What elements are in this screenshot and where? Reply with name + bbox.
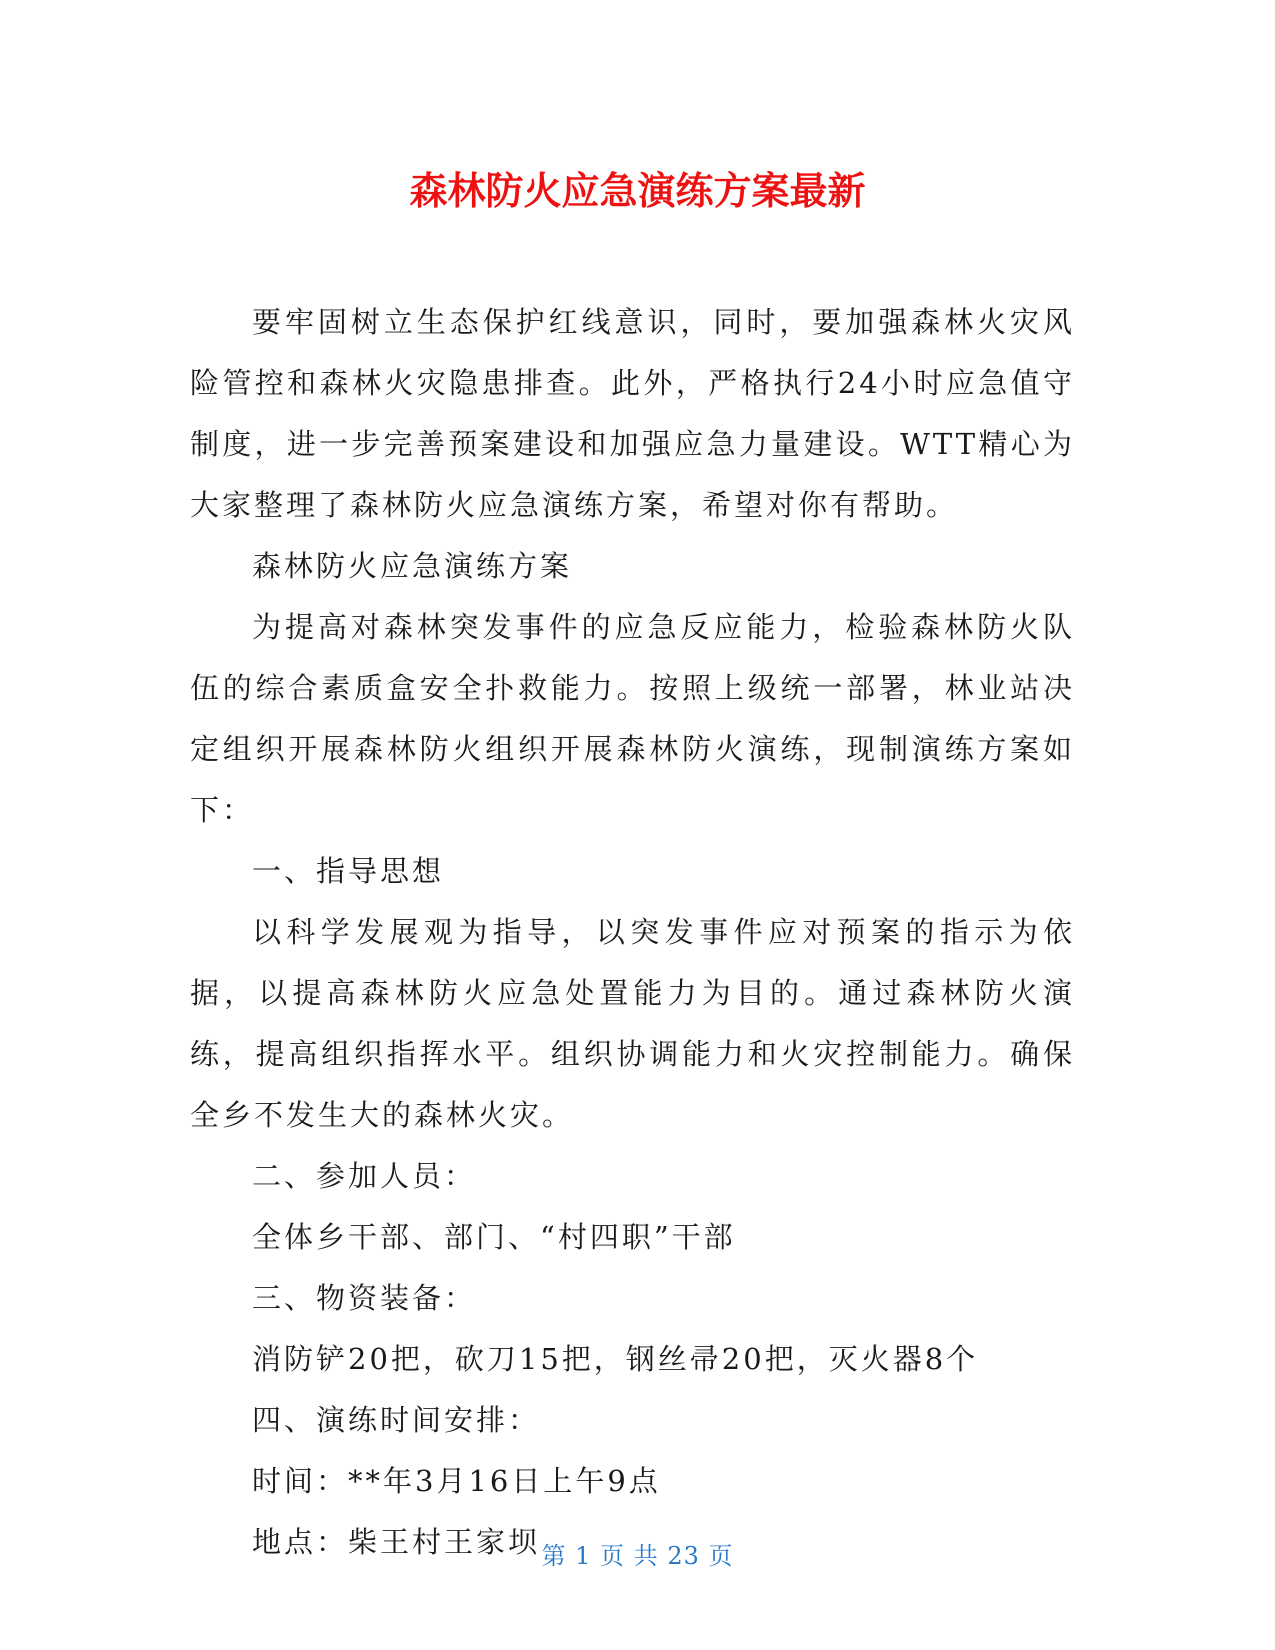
footer-total-pages: 23 bbox=[667, 1542, 700, 1570]
section-heading-schedule: 四、演练时间安排： bbox=[252, 1403, 541, 1437]
plan-subtitle: 森林防火应急演练方案 bbox=[252, 549, 573, 583]
document-body bbox=[190, 292, 1075, 1573]
section-heading-participants: 二、参加人员： bbox=[252, 1159, 477, 1193]
purpose-paragraph: 为提高对森林突发事件的应急反应能力，检验森林防火队伍的综合素质盒安全扑救能力。按照上级统一部署，林业站决定组织开展森林防火组织开展森林防火演练，现制演练方案如下： bbox=[190, 610, 1075, 827]
guiding-thought-paragraph: 以科学发展观为指导，以突发事件应对预案的指示为依据，以提高森林防火应急处置能力为目的。通过森林防火演练，提高组织指挥水平。组织协调能力和火灾控制能力。确保全乡不发生大的森林火灾。 bbox=[190, 915, 1075, 1132]
schedule-location: 地点：柴王村王家坝 bbox=[252, 1525, 541, 1559]
equipment-paragraph: 消防铲20把，砍刀15把，钢丝帚20把，灭火器8个 bbox=[252, 1342, 979, 1376]
section-heading-guiding-thought: 一、指导思想 bbox=[252, 854, 445, 888]
schedule-time: 时间：**年3月16日上午9点 bbox=[252, 1464, 661, 1498]
section-heading-equipment: 三、物资装备： bbox=[252, 1281, 477, 1315]
footer-prefix: 第 bbox=[541, 1542, 567, 1570]
intro-paragraph: 要牢固树立生态保护红线意识，同时，要加强森林火灾风险管控和森林火灾隐患排查。此外，严格执行24小时应急值守制度，进一步完善预案建设和加强应急力量建设。WTT精心为大家整理了森林防火应急演练方案，希望对你有帮助。 bbox=[190, 305, 1075, 522]
footer-suffix: 页 bbox=[708, 1542, 734, 1570]
document-title: 森林防火应急演练方案最新 bbox=[409, 169, 866, 213]
page-footer bbox=[0, 1541, 1275, 1571]
participants-paragraph: 全体乡干部、部门、“村四职”干部 bbox=[252, 1220, 736, 1254]
footer-middle: 页 共 bbox=[600, 1542, 659, 1570]
footer-page-number: 1 bbox=[575, 1542, 592, 1570]
